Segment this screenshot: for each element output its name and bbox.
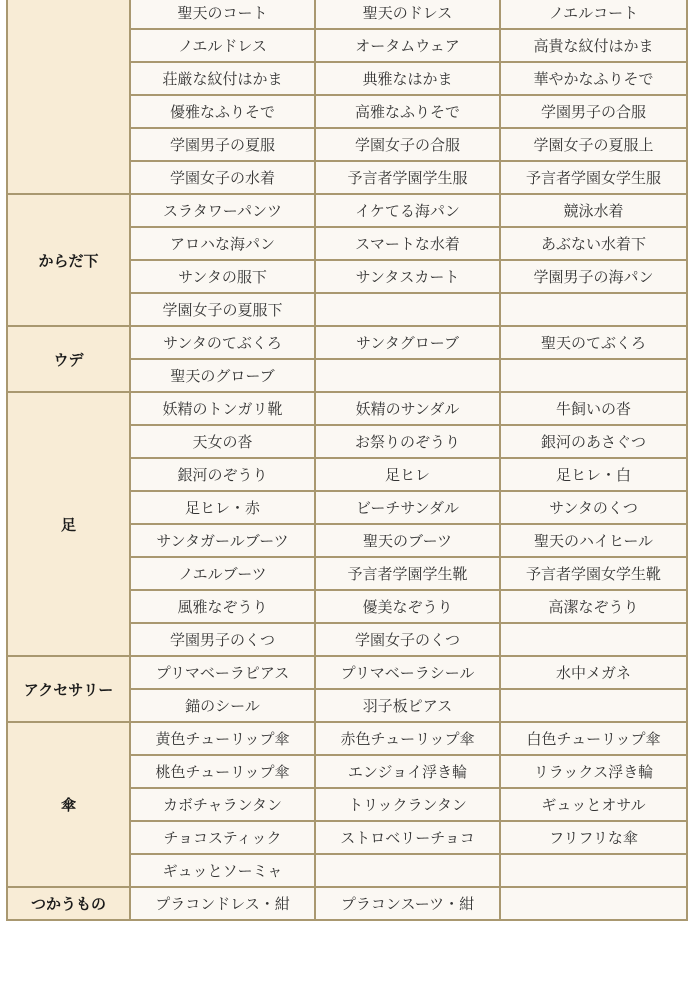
item-cell: 予言者学園学生靴 xyxy=(315,557,500,590)
item-cell: 優美なぞうり xyxy=(315,590,500,623)
item-cell: 妖精のサンダル xyxy=(315,392,500,425)
table-row xyxy=(7,656,687,689)
item-cell: サンタのてぶくろ xyxy=(130,326,315,359)
item-cell: サンタのくつ xyxy=(500,491,687,524)
item-cell: 足ヒレ・白 xyxy=(500,458,687,491)
item-cell xyxy=(500,293,687,326)
item-cell xyxy=(500,689,687,722)
item-cell: サンタグローブ xyxy=(315,326,500,359)
table-row xyxy=(7,722,687,755)
item-cell: 赤色チューリップ傘 xyxy=(315,722,500,755)
item-cell: 聖天のブーツ xyxy=(315,524,500,557)
category-cell: アクセサリー xyxy=(7,656,130,722)
item-cell: スラタワーパンツ xyxy=(130,194,315,227)
item-cell: 学園男子の夏服 xyxy=(130,128,315,161)
item-cell: 高貴な紋付はかま xyxy=(500,29,687,62)
item-cell: ノエルブーツ xyxy=(130,557,315,590)
table-row xyxy=(7,0,687,29)
item-cell: 聖天のコート xyxy=(130,0,315,29)
item-cell: 桃色チューリップ傘 xyxy=(130,755,315,788)
item-cell xyxy=(500,887,687,920)
item-cell: 錨のシール xyxy=(130,689,315,722)
item-cell: チョコスティック xyxy=(130,821,315,854)
item-cell: ギュッとオサル xyxy=(500,788,687,821)
item-table-body xyxy=(7,0,687,920)
table-row xyxy=(7,194,687,227)
item-table xyxy=(6,0,688,921)
item-cell: プラコンドレス・紺 xyxy=(130,887,315,920)
item-cell: ビーチサンダル xyxy=(315,491,500,524)
item-cell: 高潔なぞうり xyxy=(500,590,687,623)
item-cell: 聖天のグローブ xyxy=(130,359,315,392)
item-cell: エンジョイ浮き輪 xyxy=(315,755,500,788)
item-cell: 典雅なはかま xyxy=(315,62,500,95)
item-cell: リラックス浮き輪 xyxy=(500,755,687,788)
table-row xyxy=(7,326,687,359)
item-cell: 水中メガネ xyxy=(500,656,687,689)
category-cell: 傘 xyxy=(7,722,130,887)
item-cell: あぶない水着下 xyxy=(500,227,687,260)
item-cell: スマートな水着 xyxy=(315,227,500,260)
item-cell: 優雅なふりそで xyxy=(130,95,315,128)
item-cell: 学園女子の夏服下 xyxy=(130,293,315,326)
category-cell xyxy=(7,0,130,194)
item-cell: フリフリな傘 xyxy=(500,821,687,854)
item-cell: 学園女子の合服 xyxy=(315,128,500,161)
item-cell: ストロベリーチョコ xyxy=(315,821,500,854)
item-cell: トリックランタン xyxy=(315,788,500,821)
item-cell: 足ヒレ xyxy=(315,458,500,491)
item-cell: プリマベーラシール xyxy=(315,656,500,689)
item-cell: 華やかなふりそで xyxy=(500,62,687,95)
item-cell: 予言者学園女学生服 xyxy=(500,161,687,194)
item-cell: ノエルコート xyxy=(500,0,687,29)
item-cell: オータムウェア xyxy=(315,29,500,62)
item-cell xyxy=(315,854,500,887)
item-cell xyxy=(500,623,687,656)
item-cell: 学園女子の夏服上 xyxy=(500,128,687,161)
item-cell: イケてる海パン xyxy=(315,194,500,227)
item-cell: 学園女子の水着 xyxy=(130,161,315,194)
item-cell: 学園女子のくつ xyxy=(315,623,500,656)
item-cell: ノエルドレス xyxy=(130,29,315,62)
item-cell: 学園男子の合服 xyxy=(500,95,687,128)
item-cell: 学園男子の海パン xyxy=(500,260,687,293)
category-cell: からだ下 xyxy=(7,194,130,326)
item-cell: 学園男子のくつ xyxy=(130,623,315,656)
item-cell: 風雅なぞうり xyxy=(130,590,315,623)
item-cell: お祭りのぞうり xyxy=(315,425,500,458)
category-cell: 足 xyxy=(7,392,130,656)
item-cell: 羽子板ピアス xyxy=(315,689,500,722)
item-cell: 高雅なふりそで xyxy=(315,95,500,128)
item-cell: プリマベーラピアス xyxy=(130,656,315,689)
item-cell: プラコンスーツ・紺 xyxy=(315,887,500,920)
item-cell: 聖天のドレス xyxy=(315,0,500,29)
table-row xyxy=(7,392,687,425)
item-cell: 予言者学園女学生靴 xyxy=(500,557,687,590)
item-cell: 銀河のあさぐつ xyxy=(500,425,687,458)
item-cell: 聖天のハイヒール xyxy=(500,524,687,557)
category-cell: ウデ xyxy=(7,326,130,392)
item-cell: 銀河のぞうり xyxy=(130,458,315,491)
item-cell: ギュッとソーミャ xyxy=(130,854,315,887)
item-cell: 予言者学園学生服 xyxy=(315,161,500,194)
item-cell: 天女の沓 xyxy=(130,425,315,458)
item-cell: 牛飼いの沓 xyxy=(500,392,687,425)
item-cell: 妖精のトンガリ靴 xyxy=(130,392,315,425)
item-cell: サンタガールブーツ xyxy=(130,524,315,557)
item-cell xyxy=(315,293,500,326)
item-cell: 聖天のてぶくろ xyxy=(500,326,687,359)
item-cell: カボチャランタン xyxy=(130,788,315,821)
item-cell: サンタスカート xyxy=(315,260,500,293)
item-cell xyxy=(315,359,500,392)
item-cell: 競泳水着 xyxy=(500,194,687,227)
category-cell: つかうもの xyxy=(7,887,130,920)
item-cell xyxy=(500,854,687,887)
item-cell: 足ヒレ・赤 xyxy=(130,491,315,524)
item-cell: 黄色チューリップ傘 xyxy=(130,722,315,755)
item-cell xyxy=(500,359,687,392)
item-cell: 白色チューリップ傘 xyxy=(500,722,687,755)
item-cell: 荘厳な紋付はかま xyxy=(130,62,315,95)
item-cell: アロハな海パン xyxy=(130,227,315,260)
table-row xyxy=(7,887,687,920)
item-cell: サンタの服下 xyxy=(130,260,315,293)
